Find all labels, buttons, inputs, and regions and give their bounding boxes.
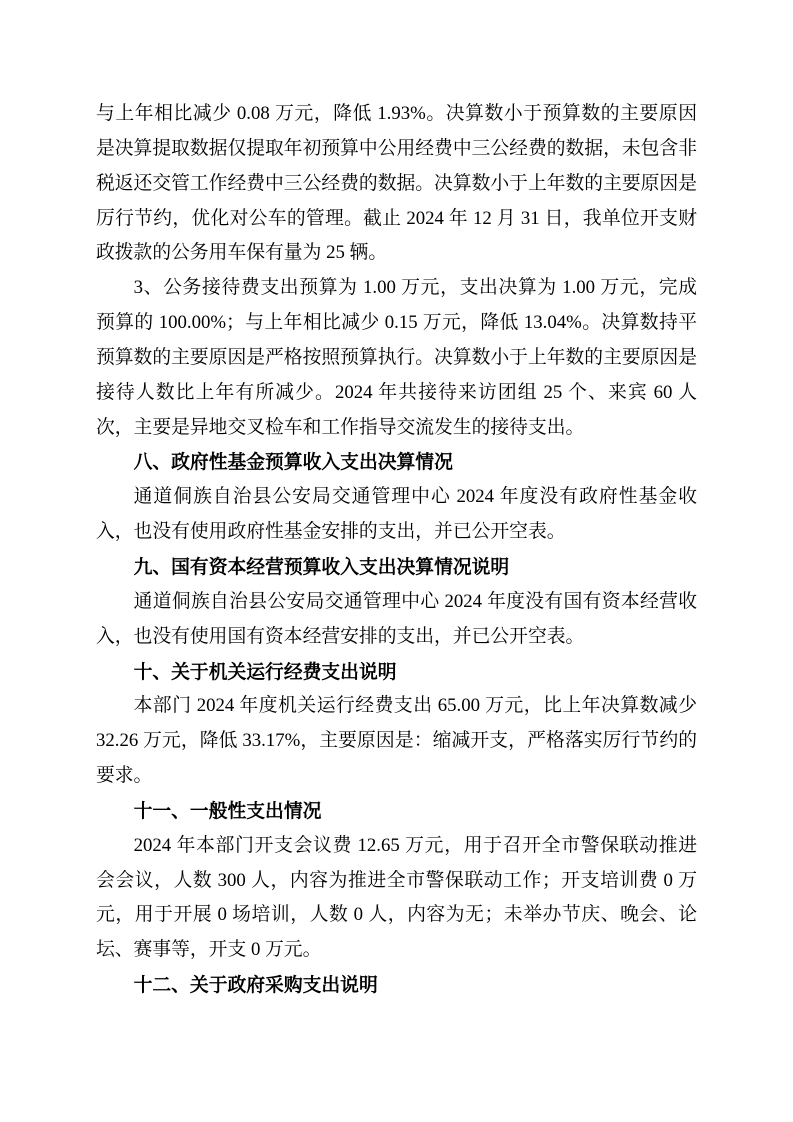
heading-section-9-state-capital: 九、国有资本经营预算收入支出决算情况说明 [133, 555, 510, 577]
paragraph-state-capital: 通道侗族自治县公安局交通管理中心 2024 年度没有国有资本经营收入，也没有使用国有资本经营安排的支出，并已公开空表。 [96, 590, 697, 647]
paragraph-vehicle-expense-continued: 与上年相比减少 0.08 万元，降低 1.93%。决算数小于预算数的主要原因是决算提取数据仅提取年初预算中公用经费中三公经费的数据，未包含非税返还交管工作经费中三公经费的数据。决算数小于上年数的主要原因是厉行节约，优化对公车的管理。截止 2024 年 12 月 31 日，我单位开支财政拨款的公务用车保有量为 25 辆。 [96, 103, 697, 264]
paragraph-official-reception-expense: 3、公务接待费支出预算为 1.00 万元，支出决算为 1.00 万元，完成预算的 100.00%；与上年相比减少 0.15 万元，降低 13.04%。决算数持平预算数的主要原因是严格按照预算执行。决算数小于上年数的主要原因是接待人数比上年有所减少。2024 年共接待来访团组 25 个、来宾 60 人次，主要是异地交叉检车和工作指导交流发生的接待支出。 [96, 277, 697, 438]
document-body [96, 97, 697, 1003]
paragraph-operating-expense: 本部门 2024 年度机关运行经费支出 65.00 万元，比上年决算数减少 32.26 万元，降低 33.17%，主要原因是：缩减开支，严格落实厉行节约的要求。 [96, 695, 697, 787]
heading-section-8-government-funds: 八、政府性基金预算收入支出决算情况 [133, 451, 453, 473]
paragraph-government-funds: 通道侗族自治县公安局交通管理中心 2024 年度没有政府性基金收入，也没有使用政府性基金安排的支出，并已公开空表。 [96, 486, 697, 543]
heading-section-10-operating-expense: 十、关于机关运行经费支出说明 [133, 660, 397, 682]
heading-section-11-general-expense: 十一、一般性支出情况 [133, 799, 322, 821]
paragraph-general-expense: 2024 年本部门开支会议费 12.65 万元，用于召开全市警保联动推进会会议，人数 300 人，内容为推进全市警保联动工作；开支培训费 0 万元，用于开展 0 场培训，人数 0 人，内容为无；未举办节庆、晚会、论坛、赛事等，开支 0 万元。 [96, 834, 697, 961]
heading-section-12-procurement: 十二、关于政府采购支出说明 [133, 974, 378, 996]
